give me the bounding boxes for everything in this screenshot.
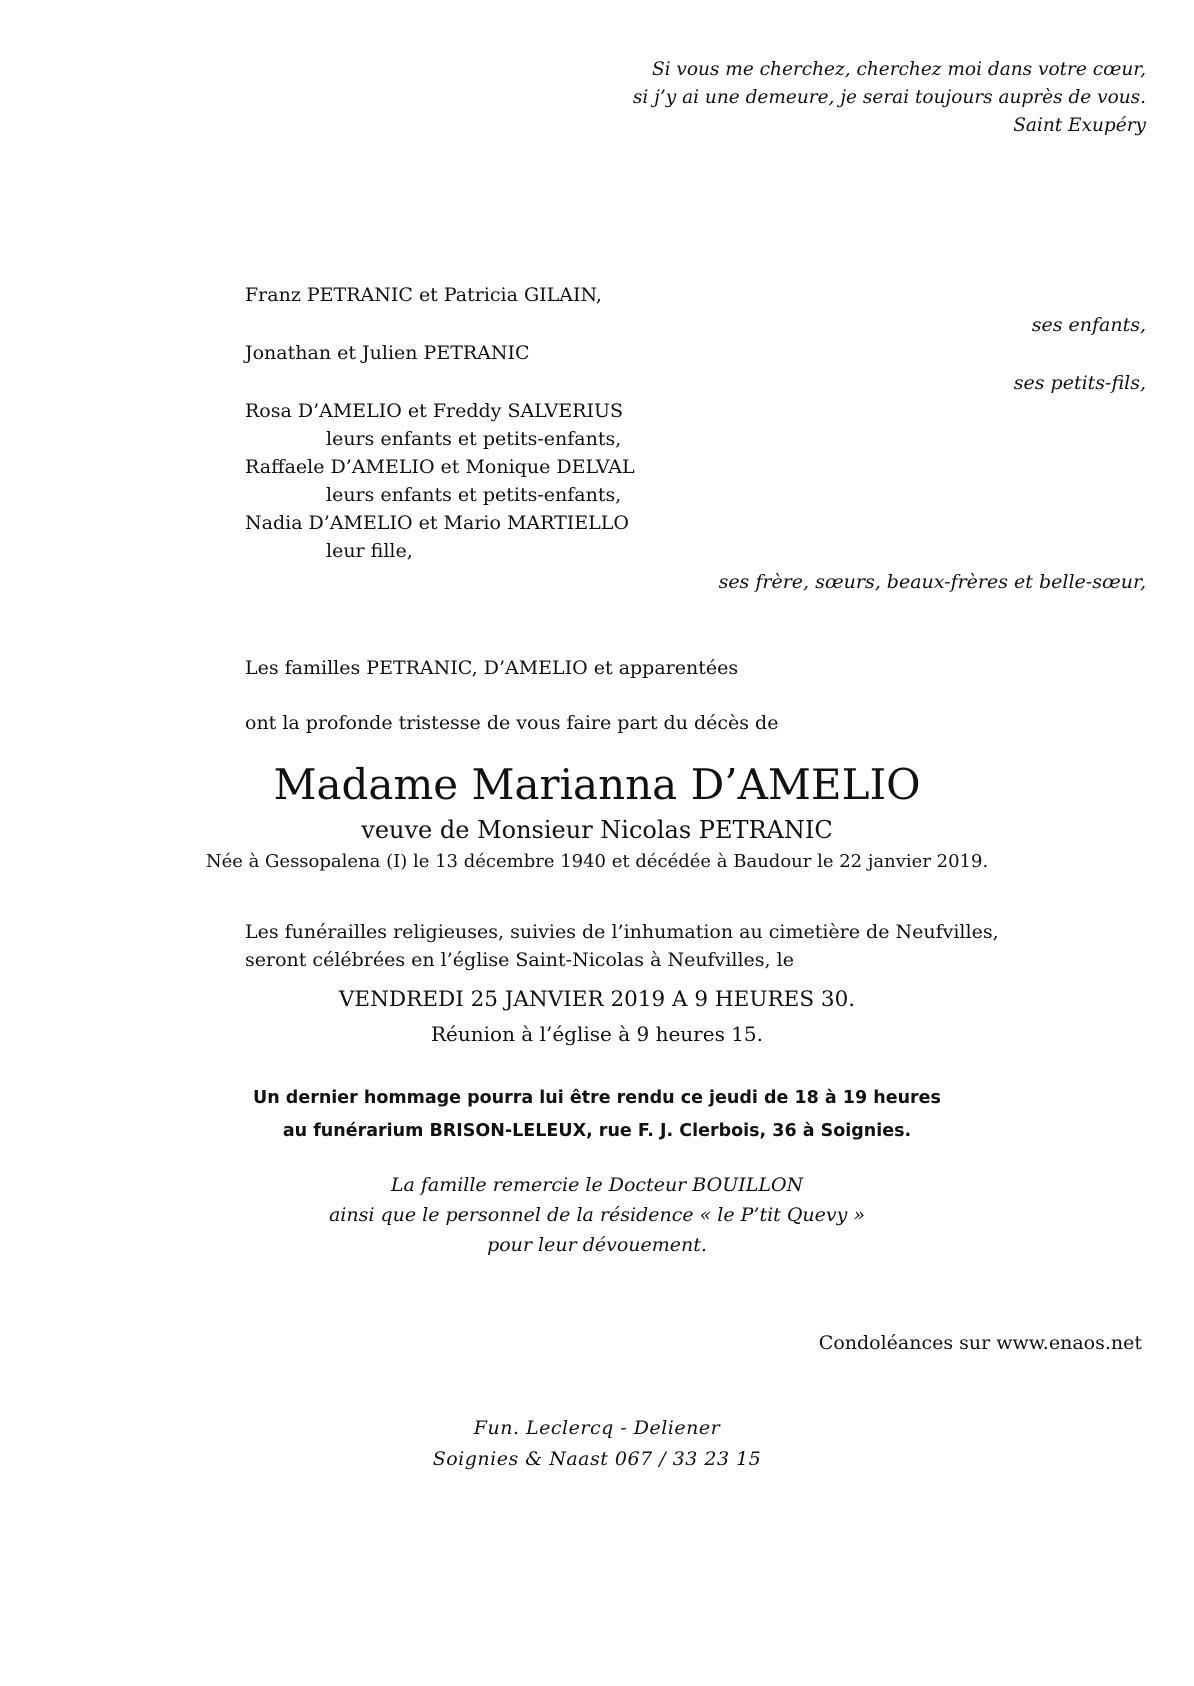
thanks-line-2: ainsi que le personnel de la résidence « le P’tit Quevy » <box>328 1204 866 1226</box>
quote-author: Saint Exupéry <box>1013 115 1146 136</box>
birth-death-line: Née à Gessopalena (I) le 13 décembre 1940 et décédée à Baudour le 22 janvier 2019. <box>205 851 989 872</box>
thanks-line-1: La famille remercie le Docteur BOUILLON <box>390 1174 804 1196</box>
quote-line-2: si j’y ai une demeure, je serai toujours auprès de vous. <box>632 87 1146 108</box>
families-line: Les familles PETRANIC, D’AMELIO et apparentées <box>245 657 739 679</box>
quote-line-1: Si vous me cherchez, cherchez moi dans votre cœur, <box>651 59 1146 80</box>
sibling-2-descendants: leurs enfants et petits-enfants, <box>326 484 622 506</box>
funeral-home-name: Fun. Leclercq - Deliener <box>473 1417 721 1439</box>
children-role: ses enfants, <box>1031 314 1146 336</box>
widow-line: veuve de Monsieur Nicolas PETRANIC <box>361 816 833 844</box>
funeral-meeting: Réunion à l’église à 9 heures 15. <box>430 1022 764 1046</box>
sibling-1-names: Rosa D’AMELIO et Freddy SALVERIUS <box>245 400 623 422</box>
sibling-1-descendants: leurs enfants et petits-enfants, <box>326 428 622 450</box>
sibling-2-names: Raffaele D’AMELIO et Monique DELVAL <box>245 456 635 478</box>
epigraph-quote <box>633 56 1146 140</box>
grandchildren-names: Jonathan et Julien PETRANIC <box>245 342 530 364</box>
sibling-3-descendants: leur fille, <box>326 540 413 562</box>
tribute-line-2: au funérarium BRISON-LELEUX, rue F. J. Clerbois, 36 à Soignies. <box>282 1121 912 1141</box>
tribute-line-1: Un dernier hommage pourra lui être rendu ce jeudi de 18 à 19 heures <box>253 1088 941 1108</box>
funeral-home-contact: Soignies & Naast 067 / 33 23 15 <box>432 1448 762 1470</box>
sibling-3-names: Nadia D’AMELIO et Mario MARTIELLO <box>245 512 629 534</box>
condolences-link: Condoléances sur www.enaos.net <box>818 1332 1142 1354</box>
thanks-line-3: pour leur dévouement. <box>487 1234 707 1256</box>
funeral-line-1: Les funérailles religieuses, suivies de l’inhumation au cimetière de Neufvilles, <box>245 921 999 943</box>
children-names: Franz PETRANIC et Patricia GILAIN, <box>245 284 602 306</box>
funeral-date: VENDREDI 25 JANVIER 2019 A 9 HEURES 30. <box>338 987 856 1012</box>
deceased-name: Madame Marianna D’AMELIO <box>273 760 921 809</box>
funeral-line-2: seront célébrées en l’église Saint-Nicolas à Neufvilles, le <box>245 949 794 971</box>
siblings-role: ses frère, sœurs, beaux-frères et belle-sœur, <box>718 571 1146 593</box>
announcement-line: ont la profonde tristesse de vous faire part du décès de <box>245 712 779 734</box>
grandchildren-role: ses petits-fils, <box>1013 372 1146 394</box>
